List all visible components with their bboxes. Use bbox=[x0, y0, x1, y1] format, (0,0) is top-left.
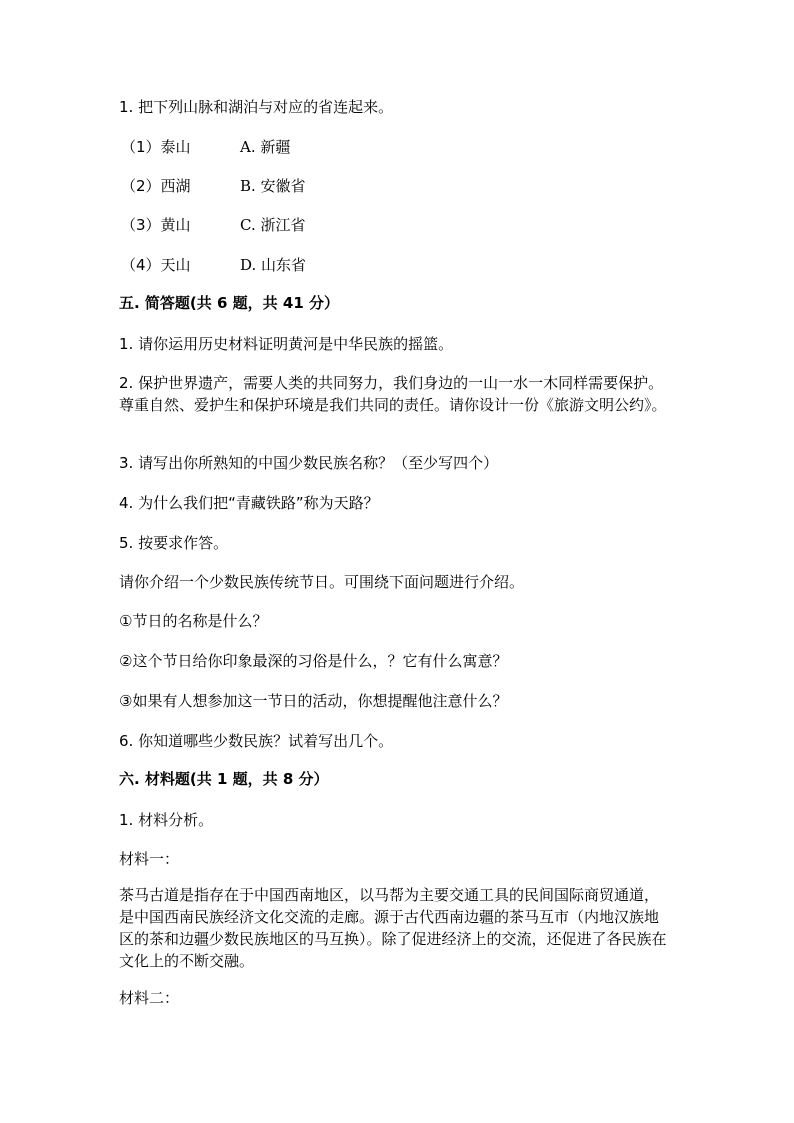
short-answer-q1: 1. 请你运用历史材料证明黄河是中华民族的摇篮。 bbox=[119, 335, 454, 353]
q5-item-3: ③如果有人想参加这一节日的活动，你想提醒他注意什么？ bbox=[119, 692, 508, 710]
short-answer-q4: 4. 为什么我们把“青藏铁路”称为天路？ bbox=[119, 494, 379, 512]
match-left-item: （2）西湖 bbox=[121, 177, 191, 195]
short-answer-q5: 5. 按要求作答。 bbox=[119, 534, 229, 552]
material-q1: 1. 材料分析。 bbox=[119, 811, 214, 829]
match-row-3 bbox=[119, 214, 519, 236]
q5-item-1: ①节日的名称是什么？ bbox=[119, 612, 268, 630]
material-1-label: 材料一： bbox=[119, 850, 180, 868]
section-heading-material: 六. 材料题(共 1 题，共 8 分） bbox=[119, 770, 329, 788]
match-row-4 bbox=[119, 254, 519, 276]
short-answer-q2: 2. 保护世界遗产，需要人类的共同努力，我们身边的一山一水一木同样需要保护。尊重自然、爱护生和保护环境是我们共同的责任。请你设计一份《旅游文明公约》。 bbox=[119, 374, 667, 414]
match-right-item: C. 浙江省 bbox=[240, 216, 306, 234]
match-row-2 bbox=[119, 175, 519, 197]
match-left-item: （1）泰山 bbox=[121, 138, 191, 156]
match-right-item: D. 山东省 bbox=[240, 256, 307, 274]
matching-question: 1. 把下列山脉和湖泊与对应的省连起来。 bbox=[119, 98, 394, 116]
match-left-item: （3）黄山 bbox=[121, 216, 191, 234]
material-2-label: 材料二： bbox=[119, 989, 180, 1007]
match-right-item: A. 新疆 bbox=[240, 138, 291, 156]
short-answer-q6: 6. 你知道哪些少数民族？试着写出几个。 bbox=[119, 732, 394, 750]
material-1-text: 茶马古道是指存在于中国西南地区，以马帮为主要交通工具的民间国际商贸通道，是中国西南民族经济文化交流的走廊。源于古代西南边疆的茶马互市（内地汉族地区的茶和边疆少数民族地区的马互换）。除了促进经济上的交流，还促进了各民族在文化上的不断交融。 bbox=[119, 886, 667, 970]
match-row-1 bbox=[119, 136, 519, 158]
q5-intro: 请你介绍一个少数民族传统节日。可围绕下面问题进行介绍。 bbox=[119, 573, 525, 591]
section-heading-short-answer: 五. 简答题(共 6 题，共 41 分） bbox=[119, 294, 339, 312]
q5-item-2: ②这个节日给你印象最深的习俗是什么，？它有什么寓意？ bbox=[119, 652, 508, 670]
match-right-item: B. 安徽省 bbox=[240, 177, 306, 195]
match-left-item: （4）天山 bbox=[121, 256, 191, 274]
short-answer-q3: 3. 请写出你所熟知的中国少数民族名称？（至少写四个） bbox=[119, 454, 499, 472]
